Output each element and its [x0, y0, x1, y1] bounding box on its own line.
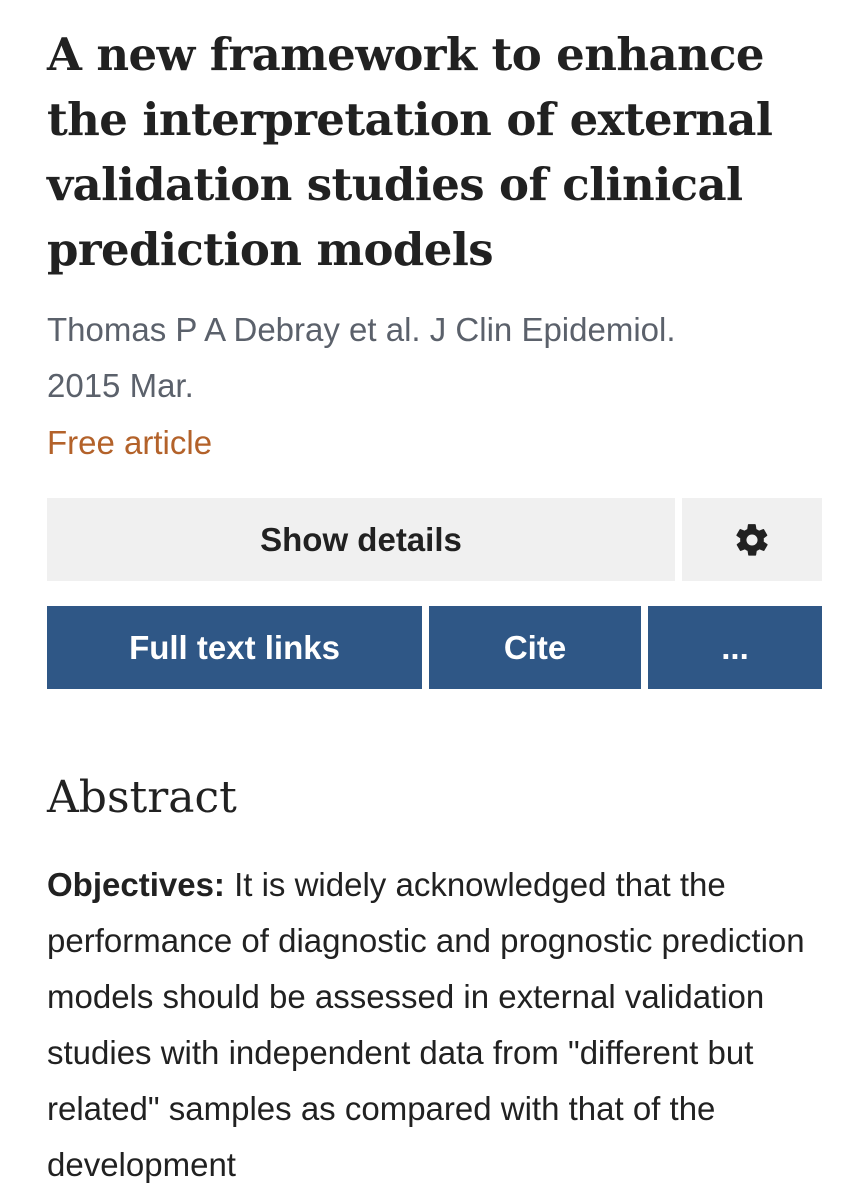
article-citation	[47, 302, 807, 414]
abstract-paragraph	[47, 857, 822, 1193]
full-text-links-button[interactable]: Full text links	[47, 606, 422, 689]
cite-button[interactable]: Cite	[429, 606, 641, 689]
abstract-section-text: It is widely acknowledged that the performance of diagnostic and prognostic prediction models should be assessed in external validation studies with independent data from "different but related" samples as compared with that of the development	[47, 866, 805, 1183]
abstract-section-label: Objectives:	[47, 866, 225, 903]
abstract-heading: Abstract	[47, 772, 237, 823]
citation-date: 2015 Mar.	[47, 367, 194, 404]
more-actions-button[interactable]: ...	[648, 606, 822, 689]
article-title: A new framework to enhance the interpretation of external validation studies of clinical prediction models	[47, 28, 773, 276]
display-options-button[interactable]	[682, 498, 822, 581]
gear-icon	[733, 521, 771, 559]
citation-authors-journal[interactable]: Thomas P A Debray et al. J Clin Epidemiol.	[47, 311, 676, 348]
show-details-button[interactable]: Show details	[47, 498, 675, 581]
free-article-label: Free article	[47, 424, 213, 461]
